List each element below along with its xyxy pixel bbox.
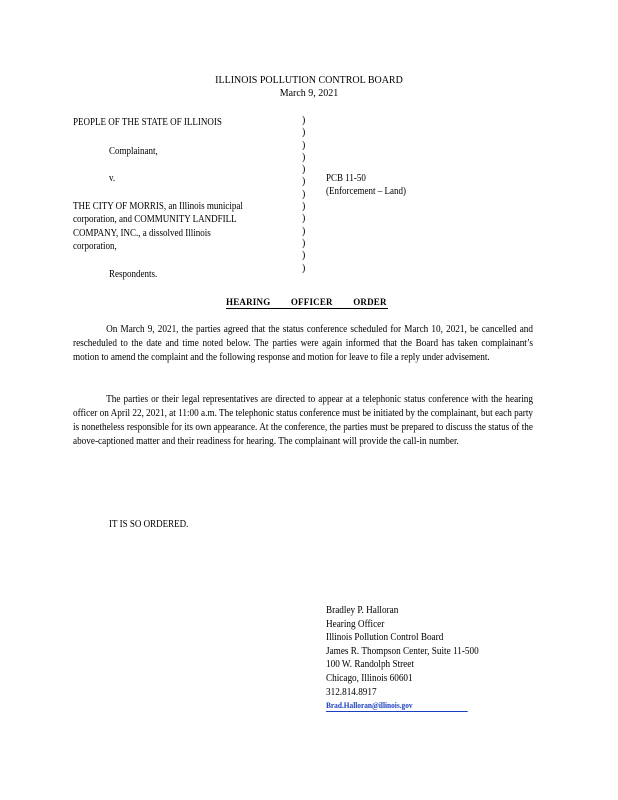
phone-number: 312.814.8917	[326, 686, 377, 698]
signer-title: Hearing Officer	[326, 618, 385, 630]
caption-parentheses: ) ) ) ) ) ) ) ) ) ) ) ) )	[302, 115, 306, 274]
address-line-2: 100 W. Randolph Street	[326, 659, 414, 671]
defendant-line-3: COMPANY, INC., a dissolved Illinois	[73, 228, 211, 239]
order-title: HEARING OFFICER ORDER	[226, 297, 387, 307]
closing-statement: IT IS SO ORDERED.	[109, 519, 189, 530]
order-date: March 9, 2021	[279, 88, 339, 99]
versus-label: v.	[109, 173, 116, 184]
board-name: ILLINOIS POLLUTION CONTROL BOARD	[215, 75, 403, 86]
signature-block	[326, 604, 479, 713]
respondents-label: Respondents.	[109, 269, 158, 280]
address-line-1: James R. Thompson Center, Suite 11-500	[326, 645, 479, 657]
plaintiff-name: PEOPLE OF THE STATE OF ILLINOIS	[73, 117, 222, 128]
case-type: (Enforcement – Land)	[326, 186, 406, 197]
signer-name: Bradley P. Halloran	[326, 605, 399, 616]
signer-organization: Illinois Pollution Control Board	[326, 632, 444, 644]
paragraph-2: The parties or their legal representatives are directed to appear at a telephonic status conference with the hearing officer on April 22, 2021, at 11:00 a.m. The telephonic status conference must be initiated by the complainant, but each party is nonetheless responsible for its own appearance. At the conference, the parties must be prepared to discuss the status of the above-captioned matter and their readiness for hearing. The complainant will provide the call-in number.	[73, 394, 533, 447]
address-city: Chicago, Illinois 60601	[326, 672, 413, 684]
paragraph-1: On March 9, 2021, the parties agreed that the status conference scheduled for March 10, 2021, be cancelled and rescheduled to the date and time noted below. The parties were again informed that the Board has taken complainant’s motion to amend the complaint and the following response and motion for leave to file a reply under advisement.	[73, 324, 533, 363]
case-number: PCB 11-50	[326, 173, 366, 184]
email-link[interactable]: Brad.Halloran@illinois.gov	[326, 700, 468, 712]
complainant-label: Complainant,	[109, 146, 158, 157]
defendant-line-4: corporation,	[73, 241, 117, 252]
defendant-line-2: corporation, and COMMUNITY LANDFILL	[73, 214, 237, 225]
defendant-line-1: THE CITY OF MORRIS, an Illinois municipal	[73, 201, 243, 212]
